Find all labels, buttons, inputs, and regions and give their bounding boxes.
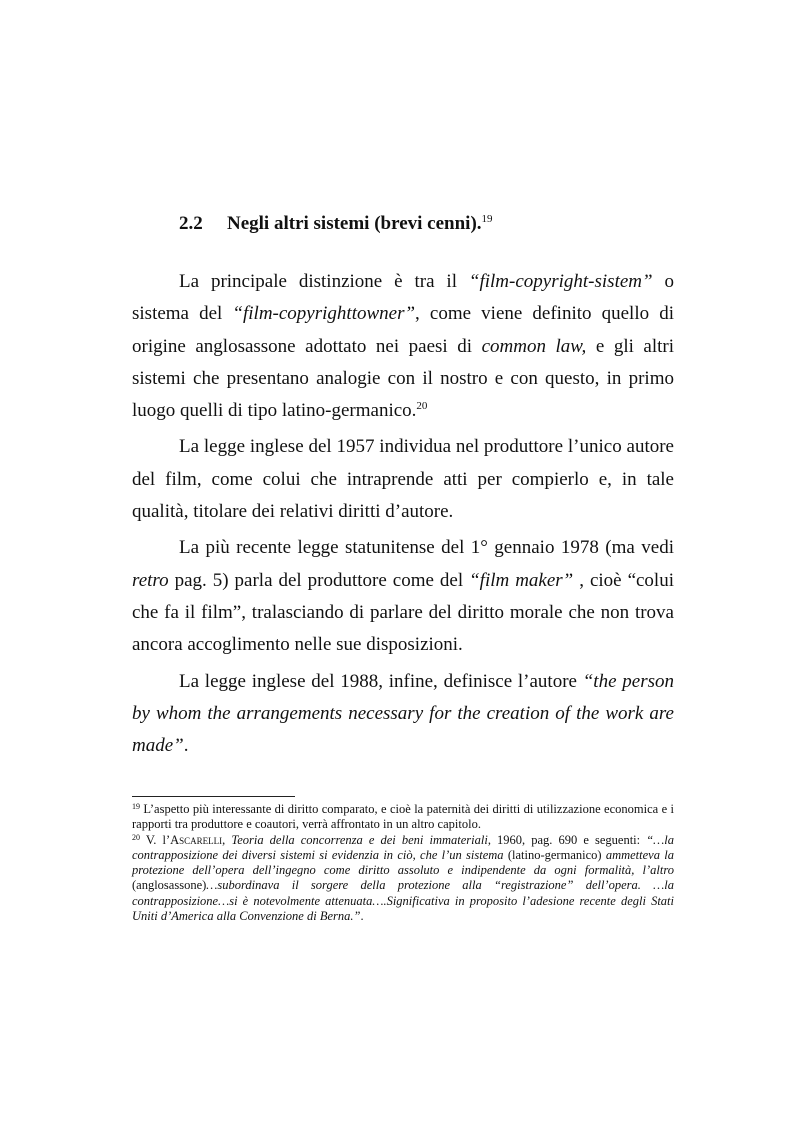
text-run: o sistema del [132,271,674,325]
italic-term: “film maker” [469,569,574,591]
text-run: (anglosassone) [132,878,207,893]
book-title: Teoria della concorrenza e dei beni immateriali [231,832,488,847]
italic-quote: “…la contrapposizione dei diversi sistemi si evidenzia in ciò, che l’un sistema [132,832,674,862]
italic-quote: ammetteva la protezione dell’opera dell’ingegno come diritto assoluto e indipendente da ogni formalità, l’altro [132,847,674,878]
text-run: (latino-germanico) [503,847,606,862]
text-run: , come viene definito quello di origine anglosassone adottato nei paesi di [132,303,674,357]
italic-quote: …subordinava il sorgere della protezione alla “registrazione” dell’opera. …la contrapposizione…si è notevolmente attenuata….Significativa in proposito l’adesione recente degli Stati Uniti d’America alla Convenzione di Berna.” [132,878,674,924]
text-run: La legge inglese del 1988, infine, definisce l’autore [179,670,583,692]
text-run: La principale distinzione è tra il [179,271,469,292]
text-run: , 1960, pag. 690 e seguenti: [487,832,647,847]
footnote-ref-19[interactable]: 19 [481,213,493,225]
footnote-19 [132,802,674,833]
text-run: , [222,832,232,847]
body-text [132,266,674,766]
text-run: e gli altri sistemi che presentano analogie con il nostro e con questo, in primo luogo quelli di tipo latino-germanico. [132,335,675,422]
text-run: . [360,909,364,924]
footnote-ref-20[interactable]: 20 [416,400,428,413]
text-run: . [183,735,189,757]
italic-term: “film-copyrighttowner” [232,303,416,325]
paragraph-3 [132,532,674,661]
text-run: V. l’ [140,832,171,847]
text-run: La legge inglese del 1957 individua nel produttore l’unico autore del film, come colui che intraprende atti per compierlo e, in tale qualità, titolare dei relativi diritti d’autore. [132,436,674,523]
paragraph-1 [132,266,674,427]
section-number: 2.2 [179,213,203,234]
footnote-separator [132,796,295,797]
italic-term: common law, [481,335,587,357]
footnote-number: 20 [132,832,140,842]
text-run: La più recente legge statunitense del 1° gennaio 1978 (ma vedi [179,537,674,559]
footnote-text: L’aspetto più interessante di diritto comparato, e cioè la paternità dei diritti di utilizzazione economica e i rapporti tra produttore e coautori, verrà affrontato in un altro capitolo. [132,802,674,832]
section-title: Negli altri sistemi (brevi cenni). [227,213,482,234]
text-run: pag. 5) parla del produttore come del [168,569,470,591]
italic-term: retro [132,569,169,591]
text-run: , cioè “colui che fa il film”, tralasciando di parlare del diritto morale che non trova ancora accoglimento nelle sue disposizioni. [132,569,674,656]
footnotes [132,802,674,924]
paragraph-4 [132,666,674,763]
footnote-20 [132,833,674,925]
section-heading [179,213,493,235]
footnote-number: 19 [132,802,140,811]
paragraph-2 [132,431,674,528]
italic-quote: “the person by whom the arrangements necessary for the creation of the work are made” [132,670,674,757]
italic-term: “film-copyright-sistem” [468,271,653,292]
author-name: Ascarelli [170,832,223,847]
